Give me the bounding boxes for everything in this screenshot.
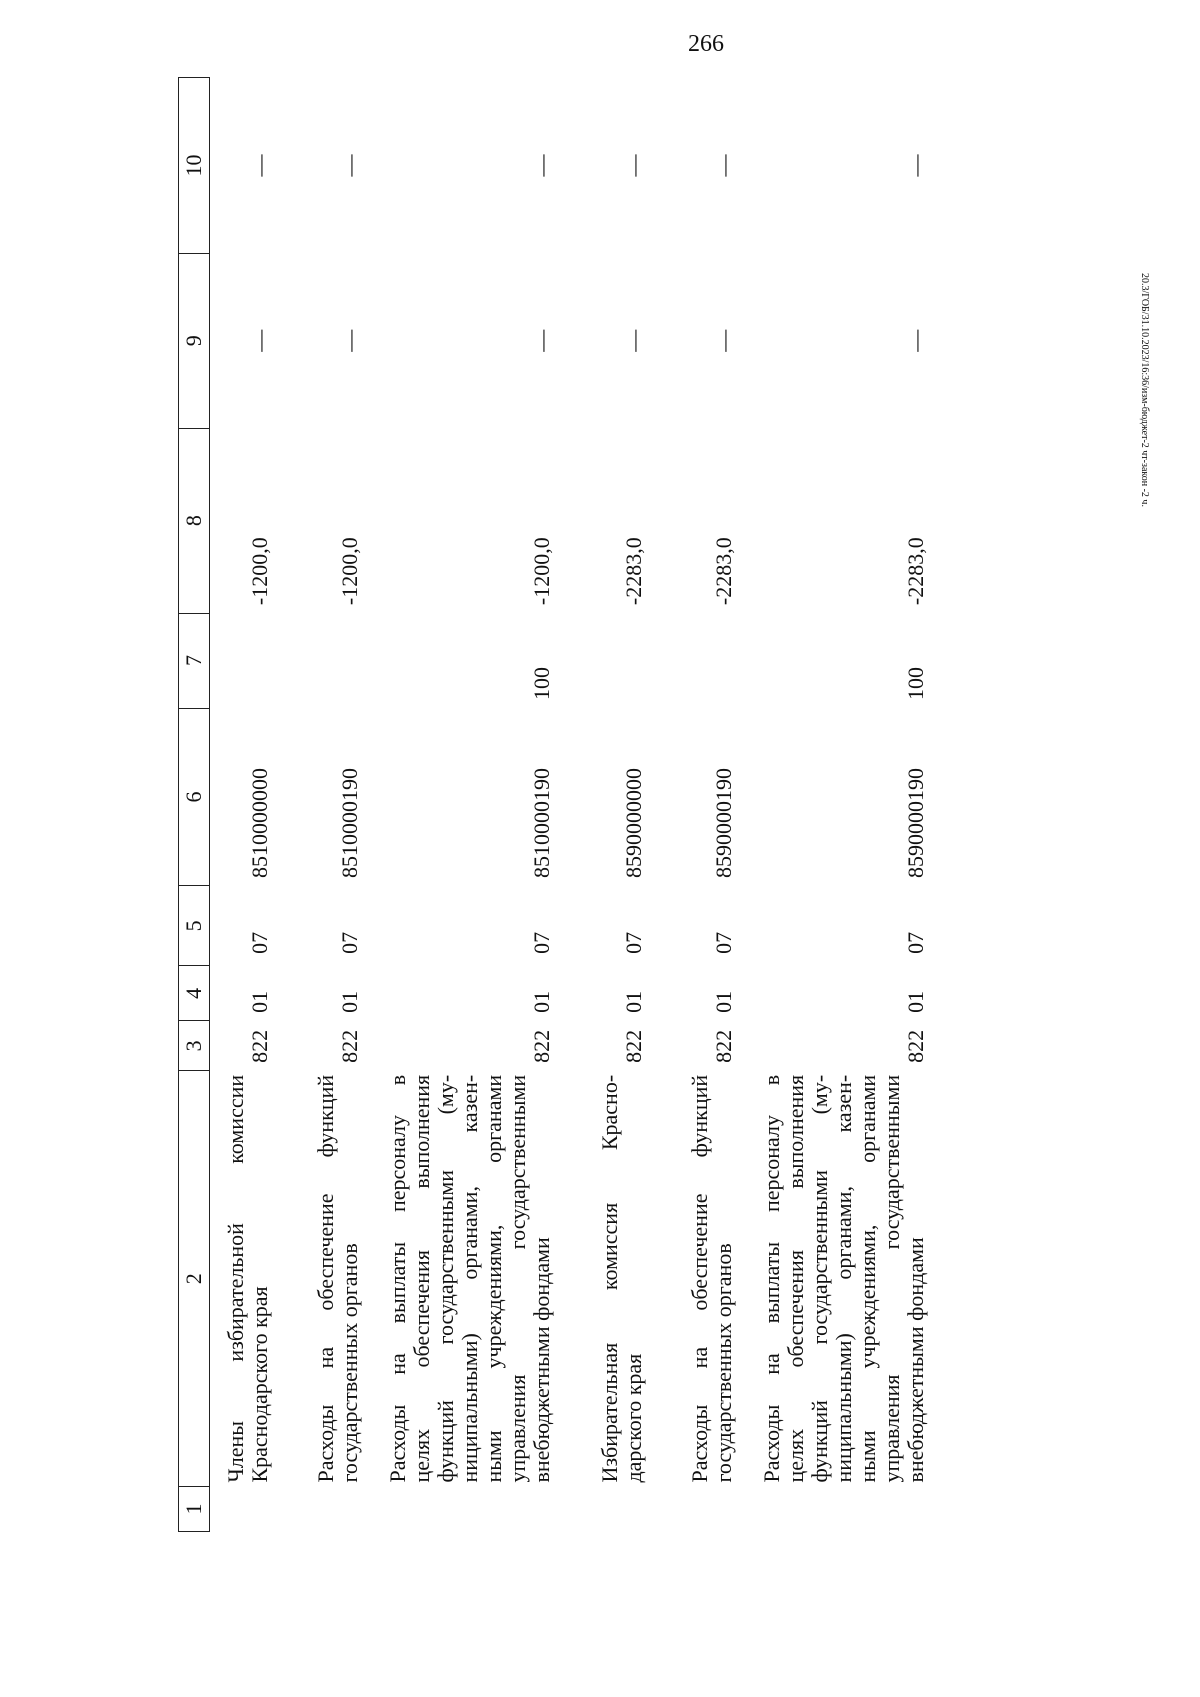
column-header: 1	[179, 1487, 210, 1532]
column-header: 4	[179, 966, 210, 1021]
amount-value: -1200,0	[337, 537, 362, 606]
subsection-code: 07	[529, 931, 554, 954]
row-name-line: Члены избирательной комиссии	[223, 1074, 248, 1483]
row-name	[210, 1071, 273, 1487]
expense-type-code: 100	[903, 667, 928, 701]
section-code: 01	[337, 990, 362, 1013]
table-row	[736, 78, 928, 1532]
column-header: 6	[179, 708, 210, 886]
subsection-code: 07	[337, 931, 362, 954]
amount-value: -2283,0	[903, 537, 928, 606]
column-header: 7	[179, 613, 210, 708]
expense-type-code	[272, 613, 362, 708]
row-name-line: государственных органов	[337, 1243, 362, 1483]
expense-type-code: 100	[529, 667, 554, 701]
column-9-value: —	[337, 329, 362, 352]
table-row	[210, 78, 273, 1532]
row-name-line: функций государственными (му-	[807, 1074, 832, 1483]
row-name-line: Расходы на выплаты персоналу в	[759, 1074, 784, 1483]
table-row	[272, 78, 362, 1532]
target-article-code: 8510000190	[337, 767, 362, 878]
amount-value: -2283,0	[711, 537, 736, 606]
column-10-value: —	[711, 154, 736, 177]
column-10-value: —	[903, 154, 928, 177]
subsection-code: 07	[247, 931, 272, 954]
amount-value: -1200,0	[247, 537, 272, 606]
column-header: 5	[179, 886, 210, 966]
row-name	[554, 1071, 646, 1487]
row-name-line: Краснодарского края	[247, 1286, 272, 1483]
ministry-code: 822	[337, 1029, 362, 1063]
section-code: 01	[711, 990, 736, 1013]
subsection-code: 07	[903, 931, 928, 954]
row-name	[646, 1071, 736, 1487]
amount-value: -1200,0	[529, 537, 554, 606]
column-9-value: —	[529, 329, 554, 352]
ministry-code: 822	[903, 1029, 928, 1063]
expense-type-code	[646, 613, 736, 708]
column-header: 9	[179, 253, 210, 428]
column-9-value: —	[247, 329, 272, 352]
ministry-code: 822	[711, 1029, 736, 1063]
ministry-code: 822	[247, 1029, 272, 1063]
column-header: 10	[179, 78, 210, 254]
section-code: 01	[903, 990, 928, 1013]
page-number: 266	[688, 31, 724, 57]
row-name-line: ниципальными) органами, казен-	[831, 1074, 856, 1483]
row-name	[272, 1071, 362, 1487]
row-name-line: внебюджетными фондами	[903, 1237, 928, 1483]
row-name-line: внебюджетными фондами	[529, 1237, 554, 1483]
table-row	[362, 78, 554, 1532]
column-header: 2	[179, 1071, 210, 1487]
expense-type-code	[210, 613, 273, 708]
row-name-line: ными учреждениями, органами	[481, 1074, 506, 1483]
row-name-line: функций государственными (му-	[433, 1074, 458, 1483]
row-name-line: ными учреждениями, органами	[855, 1074, 880, 1483]
ministry-code: 822	[529, 1029, 554, 1063]
section-code: 01	[247, 990, 272, 1013]
ministry-code: 822	[621, 1029, 646, 1063]
row-name-line: дарского края	[621, 1353, 646, 1483]
section-code: 01	[621, 990, 646, 1013]
header-row	[179, 78, 210, 1532]
column-10-value: —	[621, 154, 646, 177]
target-article-code: 8510000190	[529, 767, 554, 878]
row-name-line: целях обеспечения выполнения	[783, 1074, 808, 1483]
target-article-code: 8590000190	[903, 767, 928, 878]
budget-table	[178, 77, 928, 1532]
table-row	[554, 78, 646, 1532]
section-code: 01	[529, 990, 554, 1013]
row-name-line: государственных органов	[711, 1243, 736, 1483]
column-9-value: —	[903, 329, 928, 352]
subsection-code: 07	[711, 931, 736, 954]
column-header: 3	[179, 1021, 210, 1071]
rotated-table-container	[178, 77, 1068, 1532]
table-row	[646, 78, 736, 1532]
column-10-value: —	[337, 154, 362, 177]
footer-code: 20.3/ГОБ/31.10.2023/16:36/изм-бюджет-2 чт-закон -2 ч.	[1139, 273, 1150, 507]
row-name-line: Расходы на обеспечение функций	[687, 1074, 712, 1483]
column-9-value: —	[621, 329, 646, 352]
row-name-line: целях обеспечения выполнения	[409, 1074, 434, 1483]
row-name-line: Избирательная комиссия Красно-	[597, 1074, 622, 1483]
target-article-code: 8510000000	[247, 767, 272, 878]
row-name-line: Расходы на обеспечение функций	[313, 1074, 338, 1483]
column-10-value: —	[247, 154, 272, 177]
row-name-line: управления государственными	[879, 1074, 904, 1483]
row-name	[736, 1071, 928, 1487]
subsection-code: 07	[621, 931, 646, 954]
target-article-code: 8590000190	[711, 767, 736, 878]
column-header: 8	[179, 428, 210, 613]
row-name-line: управления государственными	[505, 1074, 530, 1483]
column-9-value: —	[711, 329, 736, 352]
amount-value: -2283,0	[621, 537, 646, 606]
target-article-code: 8590000000	[621, 767, 646, 878]
column-10-value: —	[529, 154, 554, 177]
row-name	[362, 1071, 554, 1487]
row-name-line: ниципальными) органами, казен-	[457, 1074, 482, 1483]
row-name-line: Расходы на выплаты персоналу в	[385, 1074, 410, 1483]
expense-type-code	[554, 613, 646, 708]
